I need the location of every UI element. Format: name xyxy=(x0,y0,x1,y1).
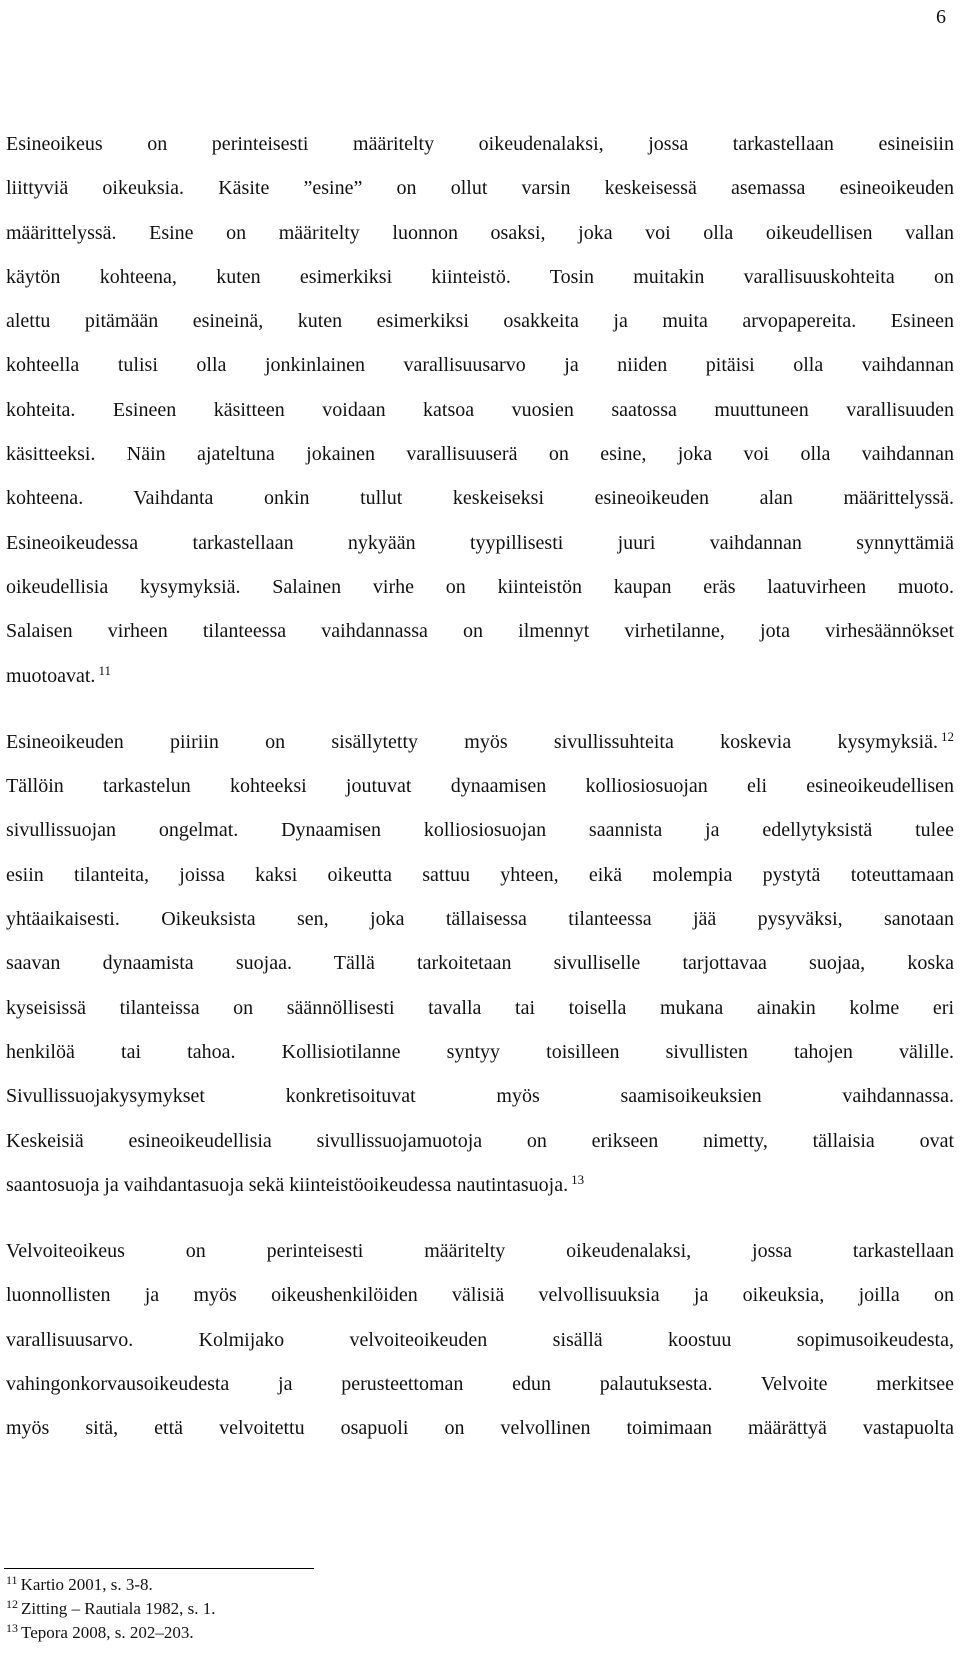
line-text: yhtäaikaisesti. Oikeuksista sen, joka tällaisessa tilanteessa jää pysyväksi, sanotaan xyxy=(6,908,954,931)
line-text: Velvoiteoikeus on perinteisesti määritelty oikeudenalaksi, jossa tarkastellaan xyxy=(6,1240,954,1263)
line-text: Keskeisiä esineoikeudellisia sivullissuojamuotoja on erikseen nimetty, tällaisia ovat xyxy=(6,1129,954,1152)
text-line xyxy=(6,986,954,1030)
line-text: kohteella tulisi olla jonkinlainen varallisuusarvo ja niiden pitäisi olla vaihdannan xyxy=(6,354,954,377)
footnote-number: 11 xyxy=(6,1573,18,1587)
line-text: kyseisissä tilanteissa on säännöllisesti tavalla tai toisella mukana ainakin kolme eri xyxy=(6,996,954,1019)
text-line xyxy=(6,720,954,764)
text-line xyxy=(6,343,954,387)
text-line xyxy=(6,808,954,852)
footnote-ref[interactable]: 12 xyxy=(941,728,954,744)
line-text: alettu pitämään esineinä, kuten esimerkiksi osakkeita ja muita arvopapereita. Esineen xyxy=(6,310,954,333)
text-line xyxy=(6,299,954,343)
line-text: käytön kohteena, kuten esimerkiksi kiinteistö. Tosin muitakin varallisuuskohteita on xyxy=(6,265,954,288)
footnote-ref[interactable]: 11 xyxy=(98,662,111,678)
line-text: liittyviä oikeuksia. Käsite ”esine” on ollut varsin keskeisessä asemassa esineoikeuden xyxy=(6,177,954,200)
text-line xyxy=(6,1318,954,1362)
line-text: Salaisen virheen tilanteessa vaihdannassa on ilmennyt virhetilanne, jota virhesäännökset xyxy=(6,620,954,643)
text-line xyxy=(6,897,954,941)
paragraph xyxy=(6,122,954,698)
paragraph xyxy=(6,720,954,1207)
text-line xyxy=(6,941,954,985)
footnote-number: 13 xyxy=(6,1621,18,1635)
text-line xyxy=(6,609,954,653)
footnote-text: Tepora 2008, s. 202–203. xyxy=(21,1623,194,1642)
text-line xyxy=(6,211,954,255)
body-text xyxy=(6,122,954,1451)
footnote-text: Kartio 2001, s. 3-8. xyxy=(20,1575,153,1594)
footnote-separator xyxy=(4,1568,314,1569)
text-line xyxy=(6,565,954,609)
text-line xyxy=(6,122,954,166)
line-text: kohteena. Vaihdanta onkin tullut keskeiseksi esineoikeuden alan määrittelyssä. xyxy=(6,487,954,510)
line-text: myös sitä, että velvoitettu osapuoli on velvollinen toimimaan määrättyä vastapuolta xyxy=(6,1417,954,1440)
text-line xyxy=(6,853,954,897)
line-text: Esineoikeuden piiriin on sisällytetty myös sivullissuhteita koskevia kysymyksiä. xyxy=(6,730,938,753)
line-text: Esineoikeus on perinteisesti määritelty oikeudenalaksi, jossa tarkastellaan esineisiin xyxy=(6,133,954,155)
text-line xyxy=(6,166,954,210)
text-line xyxy=(6,1074,954,1118)
text-line xyxy=(6,1119,954,1163)
footnote xyxy=(6,1597,216,1621)
line-text: Sivullissuojakysymykset konkretisoituvat myös saamisoikeuksien vaihdannassa. xyxy=(6,1085,954,1108)
line-text: oikeudellisia kysymyksiä. Salainen virhe on kiinteistön kaupan eräs laatuvirheen muoto. xyxy=(6,575,954,598)
text-line xyxy=(6,388,954,432)
text-line xyxy=(6,764,954,808)
footnotes xyxy=(6,1573,216,1645)
text-line xyxy=(6,1406,954,1450)
line-text: Esineoikeudessa tarkastellaan nykyään tyypillisesti juuri vaihdannan synnyttämiä xyxy=(6,531,954,554)
text-line xyxy=(6,1030,954,1074)
line-text: vahingonkorvausoikeudesta ja perusteettoman edun palautuksesta. Velvoite merkitsee xyxy=(6,1373,954,1396)
text-line xyxy=(6,1229,954,1273)
paragraph xyxy=(6,1229,954,1450)
line-text: käsitteeksi. Näin ajateltuna jokainen varallisuuserä on esine, joka voi olla vaihdannan xyxy=(6,443,954,466)
line-text: henkilöä tai tahoa. Kollisiotilanne syntyy toisilleen sivullisten tahojen välille. xyxy=(6,1040,954,1063)
line-text: saantosuoja ja vaihdantasuoja sekä kiinteistöoikeudessa nautintasuoja. xyxy=(6,1173,569,1196)
line-text: varallisuusarvo. Kolmijako velvoiteoikeuden sisällä koostuu sopimusoikeudesta, xyxy=(6,1328,954,1351)
line-text: muotoavat. xyxy=(6,664,96,687)
text-line xyxy=(6,1273,954,1317)
text-line xyxy=(6,255,954,299)
line-text: kohteita. Esineen käsitteen voidaan katsoa vuosien saatossa muuttuneen varallisuuden xyxy=(6,398,954,421)
text-line xyxy=(6,1163,954,1207)
line-text: esiin tilanteita, joissa kaksi oikeutta sattuu yhteen, eikä molempia pystytä toteuttamaan xyxy=(6,863,954,886)
footnote xyxy=(6,1573,216,1597)
text-line xyxy=(6,432,954,476)
line-text: saavan dynaamista suojaa. Tällä tarkoitetaan sivulliselle tarjottavaa suojaa, koska xyxy=(6,952,954,975)
line-text: luonnollisten ja myös oikeushenkilöiden välisiä velvollisuuksia ja oikeuksia, joilla on xyxy=(6,1284,954,1307)
page-number: 6 xyxy=(936,6,946,28)
text-line xyxy=(6,1362,954,1406)
text-line xyxy=(6,654,954,698)
footnote-text: Zitting – Rautiala 1982, s. 1. xyxy=(21,1599,216,1618)
footnote-ref[interactable]: 13 xyxy=(571,1171,585,1187)
footnote-number: 12 xyxy=(6,1597,18,1611)
footnote xyxy=(6,1621,216,1645)
text-line xyxy=(6,476,954,520)
line-text: Tällöin tarkastelun kohteeksi joutuvat dynaamisen kolliosiosuojan eli esineoikeudellisen xyxy=(6,775,954,798)
line-text: määrittelyssä. Esine on määritelty luonnon osaksi, joka voi olla oikeudellisen vallan xyxy=(6,221,954,244)
line-text: sivullissuojan ongelmat. Dynaamisen kolliosiosuojan saannista ja edellytyksistä tulee xyxy=(6,819,954,842)
text-line xyxy=(6,521,954,565)
